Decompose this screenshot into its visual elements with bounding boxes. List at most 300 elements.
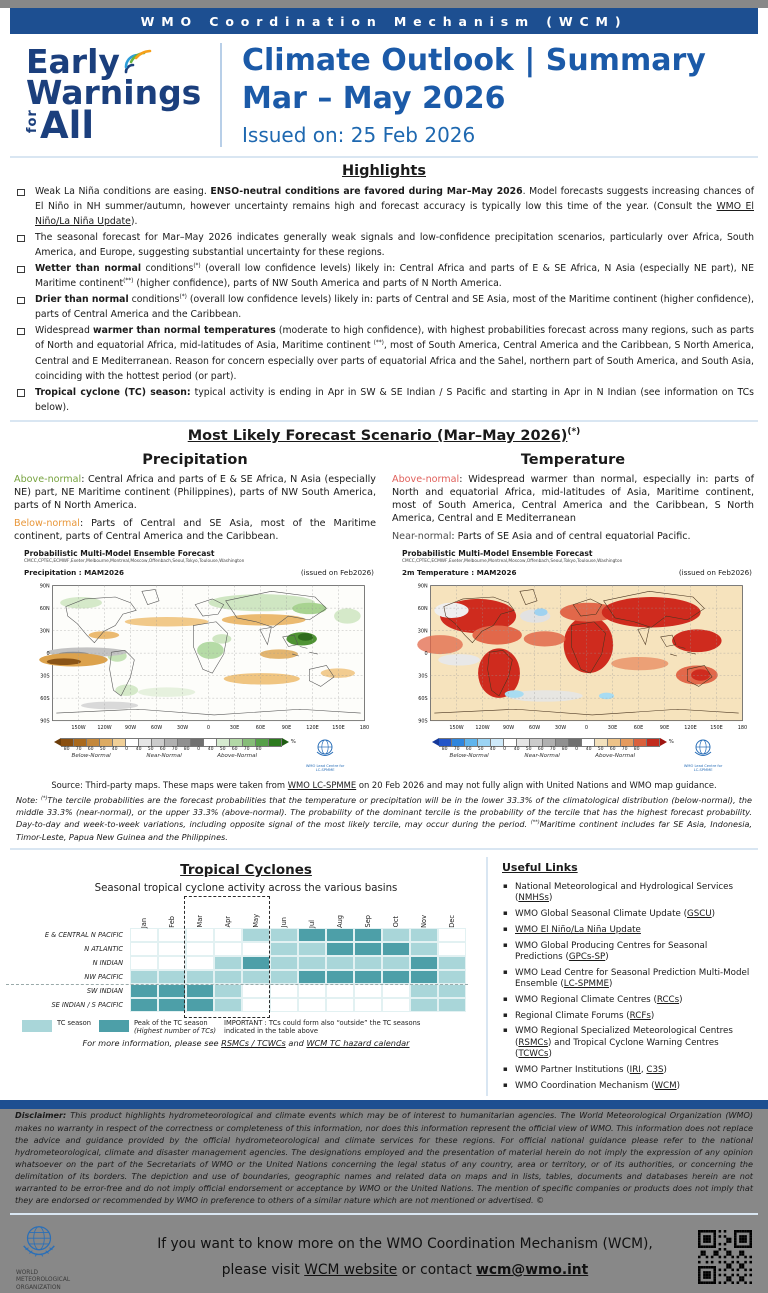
useful-links-panel bbox=[488, 857, 758, 1097]
tc-cell bbox=[242, 970, 270, 984]
tc-cell bbox=[214, 942, 242, 956]
text-segment: ) bbox=[609, 978, 613, 989]
text-segment: Wetter than normal bbox=[35, 263, 142, 275]
svg-text:60W: 60W bbox=[528, 724, 541, 731]
temperature-column bbox=[392, 449, 754, 773]
footer-message bbox=[112, 1236, 698, 1278]
tc-season-swatch bbox=[22, 1020, 52, 1032]
colorbar-cell bbox=[439, 738, 452, 747]
tc-cell bbox=[298, 998, 326, 1012]
colorbar-cell bbox=[165, 738, 178, 747]
tc-cell bbox=[130, 984, 158, 998]
tc-cell bbox=[186, 984, 214, 998]
colorbar-cell bbox=[87, 738, 100, 747]
bottom-bar bbox=[0, 1100, 768, 1109]
temperature-map-block bbox=[392, 549, 754, 773]
month-label: Dec bbox=[447, 915, 456, 928]
text-segment: Above-normal bbox=[14, 473, 82, 485]
precip-colorbar: % 80 70 60 50 40 0 40 50 60 70 80 0 40 50 60 70 80 Below-Normal Near-Normal Above-Normal bbox=[54, 738, 296, 759]
link[interactable]: GPCs-SP bbox=[568, 951, 606, 962]
svg-text:30N: 30N bbox=[39, 628, 50, 635]
tc-cell bbox=[158, 956, 186, 970]
tc-cell bbox=[270, 998, 298, 1012]
text-segment: Near-normal bbox=[392, 531, 452, 543]
map-label: 2m Temperature : MAM2026 bbox=[402, 567, 517, 577]
text-segment: (overall low confidence levels) likely in: Central Africa and parts of E & SE Africa, N Asia (especially NE part), NE Maritime continent bbox=[35, 263, 754, 290]
basin-label: E & CENTRAL N PACIFIC bbox=[44, 930, 123, 939]
highlights-section bbox=[0, 163, 768, 415]
colorbar-cell bbox=[556, 738, 569, 747]
footer-line2 bbox=[112, 1262, 698, 1278]
tc-cell bbox=[326, 998, 354, 1012]
colorbar-label: Above-Normal bbox=[217, 752, 258, 759]
text-segment: ) bbox=[711, 908, 716, 919]
link[interactable]: GSCU bbox=[687, 908, 712, 919]
precipitation-column bbox=[14, 449, 376, 773]
svg-text:120W: 120W bbox=[97, 724, 112, 731]
tc-cell bbox=[326, 942, 354, 956]
basin-label: SE INDIAN / S PACIFIC bbox=[51, 1000, 123, 1009]
tc-cell bbox=[130, 942, 158, 956]
text-segment: ) bbox=[548, 1049, 552, 1060]
logo-word-early: Early bbox=[26, 41, 120, 81]
colorbar-cell bbox=[178, 738, 191, 747]
tc-cell bbox=[158, 970, 186, 984]
month-label: Jan bbox=[139, 917, 148, 928]
link[interactable]: IRI bbox=[629, 1064, 641, 1075]
tc-cell bbox=[130, 928, 158, 942]
tc-cell bbox=[410, 984, 438, 998]
text-segment: (**) bbox=[530, 819, 540, 826]
link[interactable]: TCWCs bbox=[518, 1049, 549, 1060]
link[interactable]: WCM website bbox=[304, 1261, 398, 1278]
colorbar-label: Below-Normal bbox=[71, 752, 111, 759]
text-segment: Disclaimer: bbox=[15, 1110, 71, 1121]
svg-text:30W: 30W bbox=[176, 724, 189, 731]
text-segment: WMO Regional Specialized Meteorological Centres ( bbox=[515, 1026, 733, 1048]
list-item bbox=[14, 292, 754, 322]
tc-cell bbox=[242, 956, 270, 970]
tc-cell bbox=[410, 942, 438, 956]
tc-cell bbox=[214, 928, 242, 942]
colorbar-cell bbox=[465, 738, 478, 747]
text-segment: WMO Global Producing Centres for Seasonal Predictions ( bbox=[515, 940, 708, 962]
colorbar-cell bbox=[269, 738, 282, 747]
link[interactable]: LC-SPMME bbox=[563, 978, 610, 989]
svg-text:30E: 30E bbox=[229, 724, 240, 731]
text-segment: Above-normal bbox=[392, 473, 460, 485]
text-segment: (moderate to high confidence), with highest probabilities forecast across many regions, such as parts of North and equatorial Africa, mid-latitudes of Asia, Maritime continent bbox=[35, 325, 754, 352]
text-segment: please visit bbox=[221, 1261, 305, 1278]
svg-text:0: 0 bbox=[206, 724, 211, 731]
svg-text:90W: 90W bbox=[502, 724, 515, 731]
text-segment: ENSO-neutral conditions are favored during Mar–May 2026 bbox=[210, 186, 523, 197]
month-label: May bbox=[251, 914, 260, 928]
text-segment: ) bbox=[650, 1010, 655, 1021]
link[interactable]: WCM TC hazard calendar bbox=[306, 1037, 410, 1048]
svg-text:60W: 60W bbox=[150, 724, 163, 731]
temperature-map bbox=[402, 578, 752, 736]
tc-peak-label: Peak of the TC season (Highest number of TCs) bbox=[134, 1018, 216, 1035]
colorbar-label: Near-Normal bbox=[146, 752, 182, 759]
page bbox=[0, 8, 768, 1292]
colorbar-cell bbox=[217, 738, 230, 747]
svg-text:90E: 90E bbox=[281, 724, 292, 731]
svg-text:60S: 60S bbox=[418, 695, 428, 702]
list-item bbox=[14, 323, 754, 383]
map-issued: (issued on Feb2026) bbox=[300, 567, 374, 577]
logo-word-warnings: Warnings bbox=[26, 72, 202, 112]
section-rule bbox=[10, 156, 758, 158]
colorbar-cell bbox=[230, 738, 243, 747]
list-item bbox=[14, 385, 754, 415]
tc-cell bbox=[242, 928, 270, 942]
map-issued: (issued on Feb2026) bbox=[678, 567, 752, 577]
text-segment: The tercile probabilities are the forecast probabilities that the temperature or precipitation will be in the lower 33.3% of the climatological distribution (below-normal), the middle 33.3% (near-normal), or the upper 33.3% (above-normal). The probability of the dominant tercile is the probability of the tercile that has the highest forecast probability. Day-to-day and week-to-week variations, including opposite signal of the most likely tercile, may occur during the period. bbox=[16, 795, 752, 830]
footer-line1: If you want to know more on the WMO Coordination Mechanism (WCM), bbox=[157, 1235, 653, 1252]
text-segment: (*) bbox=[193, 263, 201, 270]
text-segment: Source: Third-party maps. These maps were taken from bbox=[51, 780, 288, 791]
svg-text:150W: 150W bbox=[71, 724, 86, 731]
basin-label: NW PACIFIC bbox=[84, 972, 123, 981]
month-label: Jul bbox=[307, 919, 316, 928]
tc-cell bbox=[242, 942, 270, 956]
wmo-mini-logo: WMO Lead Centre for LC-SPMME bbox=[684, 738, 723, 773]
tc-cell bbox=[186, 970, 214, 984]
link[interactable]: wcm@wmo.int bbox=[476, 1261, 589, 1278]
svg-text:60E: 60E bbox=[633, 724, 644, 731]
text-segment: Drier than normal bbox=[35, 294, 129, 306]
tc-cell bbox=[214, 970, 242, 984]
svg-text:90N: 90N bbox=[417, 583, 428, 590]
colorbar-cell bbox=[191, 738, 204, 747]
issued-date: Issued on: 25 Feb 2026 bbox=[242, 123, 476, 147]
header-divider bbox=[220, 43, 222, 147]
svg-text:120E: 120E bbox=[684, 724, 697, 731]
svg-text:60N: 60N bbox=[39, 605, 50, 612]
tc-cell bbox=[438, 998, 466, 1012]
text-segment: and bbox=[285, 1037, 307, 1048]
month-label: Jun bbox=[279, 917, 288, 928]
colorbar-cell bbox=[152, 738, 165, 747]
text-segment: (overall low confidence levels) likely in: parts of Central and SE Asia, most of the Maritime continent (higher confidence), parts of Central America and the Caribbean. bbox=[35, 294, 754, 321]
tc-cell bbox=[438, 956, 466, 970]
tc-cell bbox=[326, 984, 354, 998]
tc-cell bbox=[382, 942, 410, 956]
text-segment: on 20 Feb 2026 and may not fully align with United Nations and WMO map guidance. bbox=[356, 780, 717, 791]
wmo-footer-logo: WORLD METEOROLOGICAL ORGANIZATION bbox=[16, 1221, 112, 1293]
tc-cell bbox=[158, 942, 186, 956]
tc-cell bbox=[354, 998, 382, 1012]
map-models: CMCC,CPTEC,ECMWF,Exeter,Melbourne,Montreal,Moscow,Offenbach,Seoul,Tokyo,Toulouse,Washington bbox=[24, 558, 245, 564]
tc-cell bbox=[298, 928, 326, 942]
list-item bbox=[502, 941, 754, 964]
link[interactable]: C3S bbox=[646, 1064, 664, 1075]
tc-cell bbox=[270, 928, 298, 942]
colorbar-cell bbox=[126, 738, 139, 747]
colorbar-label: Below-Normal bbox=[449, 752, 489, 759]
svg-text:0: 0 bbox=[584, 724, 589, 731]
colorbar-cell bbox=[595, 738, 608, 747]
svg-text:30S: 30S bbox=[40, 673, 50, 680]
list-item bbox=[502, 882, 754, 905]
signal-arcs-icon bbox=[122, 48, 152, 76]
text-segment: Weak La Niña conditions are easing. bbox=[35, 186, 211, 197]
tc-cell bbox=[186, 928, 214, 942]
tc-subtitle: Seasonal tropical cyclone activity across the various basins bbox=[94, 882, 398, 894]
tc-cell bbox=[158, 984, 186, 998]
tc-legend bbox=[22, 1019, 480, 1035]
tc-cell bbox=[382, 970, 410, 984]
tc-heatmap bbox=[14, 898, 480, 1012]
svg-text:150W: 150W bbox=[449, 724, 464, 731]
svg-text:30N: 30N bbox=[417, 628, 428, 635]
svg-text:0: 0 bbox=[424, 650, 428, 657]
tc-cell bbox=[354, 942, 382, 956]
svg-text:90S: 90S bbox=[418, 718, 428, 725]
svg-text:90E: 90E bbox=[659, 724, 670, 731]
svg-text:120E: 120E bbox=[306, 724, 319, 731]
link[interactable]: RSMCs / TCWCs bbox=[221, 1037, 286, 1048]
month-label: Oct bbox=[391, 916, 400, 928]
colorbar-cell bbox=[256, 738, 269, 747]
section-rule bbox=[10, 420, 758, 422]
text-segment: ) bbox=[548, 893, 553, 904]
list-item bbox=[502, 1026, 754, 1060]
link[interactable]: Most Likely Forecast Scenario (Mar–May 2026) bbox=[187, 427, 568, 444]
svg-text:150E: 150E bbox=[710, 724, 723, 731]
text-segment: warmer than normal temperatures bbox=[93, 325, 276, 337]
tc-cell bbox=[326, 956, 354, 970]
colorbar-cell bbox=[452, 738, 465, 747]
doc-period: Mar – May 2026 bbox=[242, 80, 506, 116]
tc-more-info bbox=[12, 1038, 480, 1048]
link[interactable]: WCM bbox=[654, 1080, 677, 1091]
banner-title: WMO Coordination Mechanism (WCM) bbox=[140, 14, 628, 29]
text-segment: ) bbox=[679, 994, 683, 1005]
text-segment: ) bbox=[676, 1080, 681, 1091]
colorbar-cell bbox=[243, 738, 256, 747]
link[interactable]: RSMCs bbox=[518, 1037, 549, 1048]
highlights-list bbox=[0, 184, 768, 415]
svg-text:0: 0 bbox=[46, 650, 50, 657]
tc-cell bbox=[270, 970, 298, 984]
text-segment: WMO Lead Centre for Seasonal Prediction Multi-Model Ensemble ( bbox=[515, 967, 750, 989]
text-segment: For more information, please see bbox=[82, 1037, 222, 1048]
link[interactable]: RCCs bbox=[656, 994, 680, 1005]
forecast-section bbox=[0, 427, 768, 843]
text-segment: ). bbox=[130, 216, 138, 228]
logo-word-for: for bbox=[24, 108, 40, 133]
colorbar-label: Above-Normal bbox=[595, 752, 636, 759]
text-segment: (**) bbox=[123, 278, 134, 285]
text-segment: or contact bbox=[397, 1261, 477, 1278]
tc-cell bbox=[130, 998, 158, 1012]
tc-cell bbox=[298, 956, 326, 970]
precip-above-normal bbox=[14, 473, 376, 513]
text-segment: The seasonal forecast for Mar–May 2026 indicates generally weak signals and low-confidence precipitation scenarios, particularly over Africa, South America, and Europe, suggesting substantial uncertainty for these regions. bbox=[35, 232, 754, 259]
precipitation-map-block bbox=[14, 549, 376, 773]
tc-cell bbox=[326, 970, 354, 984]
tc-cell bbox=[410, 970, 438, 984]
colorbar-cell bbox=[204, 738, 217, 747]
text-segment: : Parts of Central and SE Asia, most of the Maritime continent, parts of Central America and the Caribbean. bbox=[14, 518, 376, 543]
colorbar-cell bbox=[139, 738, 152, 747]
colorbar-cell bbox=[634, 738, 647, 747]
map-label: Precipitation : MAM2026 bbox=[24, 567, 125, 577]
link[interactable]: WMO LC-SPMME bbox=[287, 780, 357, 791]
text-segment: , most of South America, Central America and the Caribbean, S North America, Central and E Mediterranean. Reason for concern especially over parts of equatorial Africa and the Sahel, northern part of South America, and South Asia, coinciding with the hottest period (or part). bbox=[35, 340, 754, 382]
svg-text:90W: 90W bbox=[124, 724, 137, 731]
text-segment: WMO Regional Climate Centres ( bbox=[515, 994, 657, 1005]
svg-text:180: 180 bbox=[359, 724, 370, 731]
link[interactable]: RCFs bbox=[629, 1010, 651, 1021]
tc-cell bbox=[438, 928, 466, 942]
text-segment: (*) bbox=[41, 795, 48, 802]
tc-cell bbox=[242, 984, 270, 998]
header bbox=[0, 34, 768, 151]
map-models: CMCC,CPTEC,ECMWF,Exeter,Melbourne,Montreal,Moscow,Offenbach,Seoul,Tokyo,Toulouse,Washington bbox=[402, 558, 623, 564]
temperature-title: Temperature bbox=[520, 451, 626, 468]
wmo-emblem-icon bbox=[16, 1221, 62, 1265]
text-segment: This product highlights hydrometeorological and climate events which may be of interest to humanitarian agencies. The World Meteorological Organization (WMO) makes no warranty in respect of the correctness or completeness of this information, nor does this information represent the official view of WMO. This information does not replace the advice and guidance provided by the official hydrometeorological and climate services for these regions. For official national guidance please refer to the national hydrometeorological, climate and disaster management agencies. The designations employed and the presentation of material herein do not imply the expression of any opinion whatsoever on the part of the Secretariats of WMO or the United Nations concerning the legal status of any country, area or territory, or of its authorities, or concerning the delimitation of its borders. The depiction and use of boundaries, geographic names and related data on maps and in lists, tables, documents and databases herein are not warranted to be error-free and do not imply official endorsement or acceptance by WMO or the United Nations. The mention of specific companies or products does not imply that they are endorsed or recommended by WMO in preference to others of a similar nature which are not mentioned or advertised. bbox=[15, 1110, 753, 1206]
text-segment: (*) bbox=[179, 294, 187, 301]
colorbar-cell bbox=[517, 738, 530, 747]
text-segment: , bbox=[640, 1064, 647, 1075]
tc-cell bbox=[298, 942, 326, 956]
colorbar-cell bbox=[582, 738, 595, 747]
ewa-logo bbox=[24, 41, 214, 148]
tc-cell bbox=[298, 984, 326, 998]
precipitation-map bbox=[24, 578, 374, 736]
tc-cell bbox=[242, 998, 270, 1012]
list-item bbox=[502, 968, 754, 991]
tc-important-note: IMPORTANT : TCs could form also “outside” the TC seasons indicated in the table above bbox=[223, 1018, 421, 1035]
disclaimer bbox=[10, 1102, 758, 1214]
section-rule bbox=[10, 848, 758, 850]
svg-text:150E: 150E bbox=[332, 724, 345, 731]
link[interactable]: NMHSs bbox=[518, 893, 549, 904]
svg-text:180: 180 bbox=[737, 724, 748, 731]
text-segment: Note: bbox=[16, 795, 41, 806]
colorbar-cell bbox=[543, 738, 556, 747]
text-segment: WMO Partner Institutions ( bbox=[515, 1064, 630, 1075]
month-label: Sep bbox=[363, 915, 372, 928]
svg-text:60N: 60N bbox=[417, 605, 428, 612]
list-item bbox=[14, 230, 754, 260]
basin-label: N INDIAN bbox=[92, 958, 123, 967]
text-segment: : Parts of SE Asia and of central equatorial Pacific. bbox=[451, 531, 691, 543]
month-label: Aug bbox=[335, 914, 344, 928]
list-item bbox=[502, 995, 754, 1006]
colorbar-cell bbox=[74, 738, 87, 747]
tc-cell bbox=[214, 984, 242, 998]
colorbar-cell bbox=[478, 738, 491, 747]
list-item bbox=[502, 1011, 754, 1022]
svg-text:30E: 30E bbox=[607, 724, 618, 731]
tc-cell bbox=[354, 956, 382, 970]
text-segment: conditions bbox=[141, 263, 194, 275]
precip-below-normal bbox=[14, 517, 376, 543]
month-label: Nov bbox=[419, 914, 428, 928]
text-segment: (*) bbox=[567, 426, 581, 437]
colorbar-cell bbox=[491, 738, 504, 747]
text-segment: © bbox=[533, 1195, 545, 1206]
colorbar-cell bbox=[621, 738, 634, 747]
tc-cell bbox=[158, 928, 186, 942]
text-segment: Maritime continent includes far SE Asia, Indonesia, Timor-Leste, Papua New Guinea and the Philippines. bbox=[16, 819, 752, 842]
qr-code bbox=[698, 1230, 752, 1284]
tc-cell bbox=[410, 956, 438, 970]
text-segment: Widespread bbox=[35, 325, 94, 337]
map-heading: Probabilistic Multi-Model Ensemble Forecast bbox=[24, 548, 215, 558]
tc-cell bbox=[382, 984, 410, 998]
list-item bbox=[502, 1081, 754, 1092]
tc-cell bbox=[382, 956, 410, 970]
text-segment: Regional Climate Forums ( bbox=[515, 1010, 630, 1021]
colorbar-cell bbox=[113, 738, 126, 747]
text-segment: WMO Global Seasonal Climate Update ( bbox=[515, 908, 687, 919]
tc-cell bbox=[214, 998, 242, 1012]
tc-cell bbox=[410, 928, 438, 942]
temp-above-normal bbox=[392, 473, 754, 526]
basin-label: SW INDIAN bbox=[86, 986, 123, 995]
text-segment: National Meteorological and Hydrological Services ( bbox=[515, 881, 734, 904]
precipitation-title: Precipitation bbox=[142, 451, 248, 468]
colorbar-cell bbox=[647, 738, 660, 747]
month-label: Mar bbox=[195, 915, 204, 928]
colorbar-label: Near-Normal bbox=[524, 752, 560, 759]
svg-text:30S: 30S bbox=[418, 673, 428, 680]
tc-cell bbox=[382, 928, 410, 942]
tercile-note bbox=[16, 794, 752, 843]
text-segment: : Widespread warmer than normal, especially in: parts of North and equatorial Africa, mid-latitudes of Asia, Maritime continent, most of South America, Central America and the Caribbean, S North America, Central and E Mediterranean bbox=[392, 473, 754, 525]
tc-title: Tropical Cyclones bbox=[180, 861, 312, 878]
temp-colorbar: % 80 70 60 50 40 0 40 50 60 70 80 0 40 50 60 70 80 Below-Normal Near-Normal Above-Normal bbox=[432, 738, 674, 759]
text-segment: Tropical cyclone (TC) season: bbox=[35, 386, 191, 398]
tc-cell bbox=[270, 942, 298, 956]
maps-source bbox=[14, 780, 754, 790]
colorbar-cell bbox=[100, 738, 113, 747]
forecast-heading bbox=[0, 427, 768, 444]
text-segment: (**) bbox=[373, 340, 384, 347]
link[interactable]: WMO El Niño/La Niña Update bbox=[35, 201, 754, 228]
footer bbox=[0, 1219, 768, 1293]
text-segment: conditions bbox=[128, 294, 180, 306]
colorbar-cell bbox=[530, 738, 543, 747]
logo-word-all: All bbox=[40, 104, 95, 148]
svg-text:60E: 60E bbox=[255, 724, 266, 731]
month-label: Feb bbox=[167, 916, 176, 928]
tc-cell bbox=[158, 998, 186, 1012]
svg-text:90N: 90N bbox=[39, 583, 50, 590]
tropical-cyclones-panel bbox=[10, 857, 488, 1097]
tc-cell bbox=[438, 984, 466, 998]
text-segment: . Model forecasts suggests increasing chances of El Niño in NH summer/autumn, however uncertainty remains high and forecast accuracy is typically low this time of the year. (Consult the bbox=[35, 186, 755, 213]
list-item bbox=[502, 925, 754, 936]
tc-cell bbox=[354, 928, 382, 942]
tc-cell bbox=[186, 998, 214, 1012]
svg-text:120W: 120W bbox=[475, 724, 490, 731]
useful-links-list bbox=[502, 882, 754, 1092]
text-segment: typical activity is ending in Apr in SW & SE Indian / S Pacific and starting in Apr in N Indian (see information on TCs below). bbox=[35, 386, 754, 413]
link[interactable]: WMO El Niño/La Niña Update bbox=[515, 924, 641, 935]
colorbar-cell bbox=[61, 738, 74, 747]
text-segment: : Central Africa and parts of E & SE Africa, N Asia (especially NE) part, NE Maritime continent (Philippines), parts of NW South America, parts of N North America. bbox=[14, 473, 376, 511]
tc-cell bbox=[186, 956, 214, 970]
bottom-section bbox=[0, 855, 768, 1097]
text-segment: Below-normal bbox=[14, 518, 80, 530]
